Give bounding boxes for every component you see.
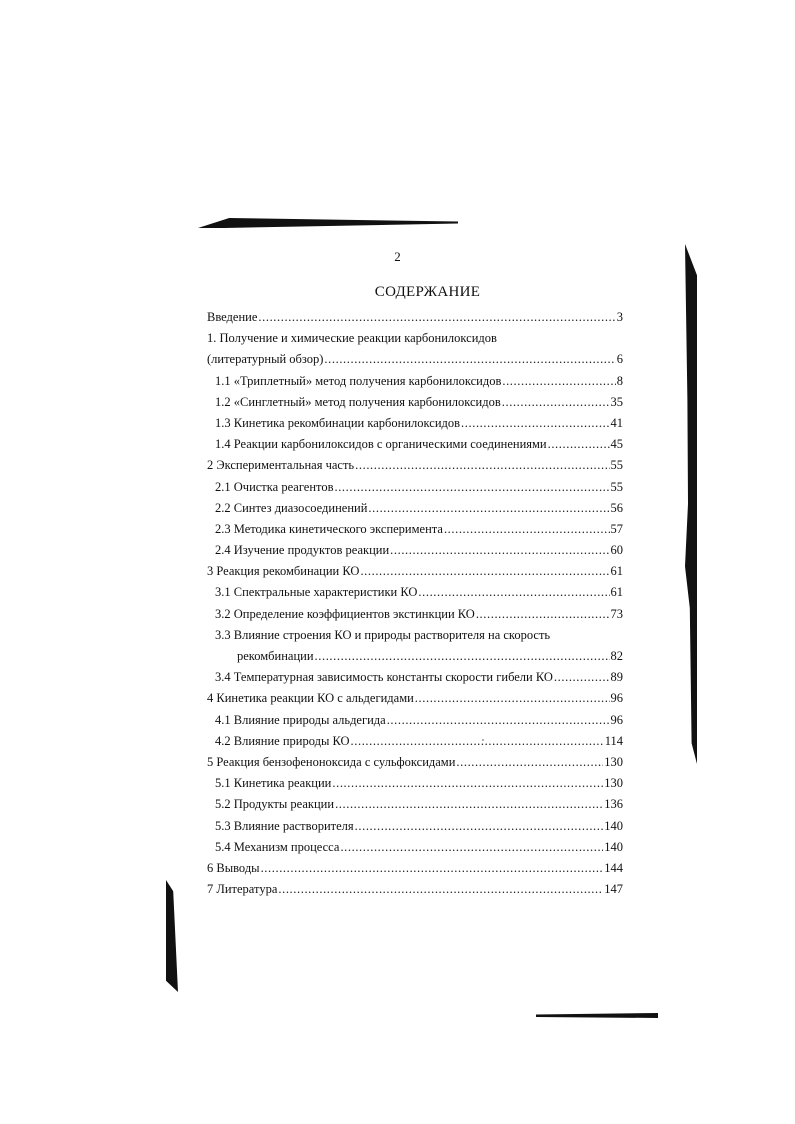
toc-entry [207,752,623,773]
toc-entry [207,561,623,582]
toc-entry-title: 1.2 «Синглетный» метод получения карбонилоксидов [215,394,501,409]
toc-entry [207,646,623,667]
toc-page-number: 130 [604,754,623,769]
toc-entry [207,582,623,603]
toc-page-number: 3 [616,310,623,324]
toc-entry [207,731,623,752]
toc-entry-title: 5.4 Механизм процесса [215,839,340,854]
toc-dot-leader [476,604,610,625]
toc-entry-title: Введение [207,310,258,324]
toc-entry [207,413,623,434]
toc-entry [207,328,623,349]
toc-page-number: 35 [610,394,623,409]
toc-entry-title: 1.1 «Триплетный» метод получения карбонилоксидов [215,373,502,388]
toc-entry [207,688,623,709]
toc-entry [207,879,623,900]
toc-dot-leader [340,837,603,858]
toc-entry-title: 2.3 Методика кинетического эксперимента [215,521,443,536]
toc-page-number: 144 [604,860,623,875]
toc-dot-leader [335,794,603,815]
toc-entry-title: рекомбинации [237,649,314,663]
toc-dot-leader [258,307,615,328]
toc-page-number: 96 [610,712,623,727]
toc-entry-title: 2.1 Очистка реагентов [215,479,334,494]
toc-entry-title: 3.1 Спектральные характеристики КО [215,585,418,600]
toc-dot-leader [332,773,603,794]
toc-page-number: 82 [610,649,623,663]
toc-dot-leader [278,879,603,900]
toc-dot-leader [334,477,609,498]
toc-page-number: 55 [610,458,623,473]
toc-entry [207,667,623,688]
toc-dot-leader [324,349,615,370]
toc-entry-title: 1.4 Реакции карбонилоксидов с органическими соединениями [215,437,547,452]
toc-entry [207,498,623,519]
toc-entry-title: 2.2 Синтез диазосоединений [215,500,368,515]
page-number: 2 [394,249,401,264]
toc-dot-leader [502,371,615,392]
toc-entry-title: 3.2 Определение коэффициентов экстинкции КО [215,606,475,621]
toc-dot-leader [355,455,609,476]
toc-entry [207,816,623,837]
toc-dot-leader [502,392,610,413]
toc-entry-title: 5.1 Кинетика реакции [215,776,332,791]
toc-dot-leader [261,858,604,879]
toc-entry [207,625,623,646]
toc-dot-leader [444,519,610,540]
toc-entry [207,477,623,498]
toc-page-number: 60 [610,543,623,558]
toc-entry-title: 7 Литература [207,882,278,897]
toc-page-number: 56 [610,500,623,515]
toc-entry [207,710,623,731]
toc-entry [207,794,623,815]
toc-entry-title: 1. Получение и химические реакции карбонилоксидов [207,331,497,346]
toc-page-number: 6 [616,352,623,367]
toc-dot-leader [548,434,610,455]
toc-entry-title: 1.3 Кинетика рекомбинации карбонилоксидов [215,415,461,430]
toc-page-number: 89 [610,670,623,685]
toc-entry-title: 5 Реакция бензофеноноксида с сульфоксидами [207,754,456,769]
toc-dot-leader [461,413,609,434]
toc-entry [207,540,623,561]
toc-title: СОДЕРЖАНИЕ [374,284,481,300]
toc-page-number: 45 [610,437,623,452]
toc-entry-title: 2.4 Изучение продуктов реакции [215,543,390,558]
toc-dot-leader [387,710,610,731]
toc-page-number: 61 [610,585,623,600]
toc-entry-title: 5.3 Влияние растворителя [215,818,354,833]
toc-page-number: 73 [610,606,623,621]
toc-dot-leader [351,731,604,752]
toc-entry-title: 4.1 Влияние природы альдегида [215,712,386,727]
toc-page-number: 61 [610,564,623,579]
toc-page-number: 96 [610,691,623,706]
toc-entry [207,837,623,858]
toc-entry [207,392,623,413]
toc-entry-title: 6 Выводы [207,860,260,875]
toc-entry [207,519,623,540]
toc-dot-leader [315,646,610,667]
toc-page-number: 140 [604,839,623,854]
toc-entry-title: 4 Кинетика реакции КО с альдегидами [207,691,414,706]
toc-dot-leader [360,561,609,582]
toc-dot-leader [390,540,609,561]
toc-entry [207,349,623,370]
toc-entry-title: 3.3 Влияние строения КО и природы растворителя на скорость [215,627,551,642]
toc-page-number: 8 [616,373,623,388]
toc-dot-leader [418,582,609,603]
toc-entry [207,455,623,476]
toc-page-number: 130 [604,776,623,791]
toc-dot-leader [355,816,604,837]
toc-page-number: 136 [604,797,623,812]
toc-dot-leader [368,498,609,519]
toc-entry-title: 3.4 Температурная зависимость константы скорости гибели КО [215,670,553,685]
toc-dot-leader [456,752,603,773]
toc-page-number: 57 [610,521,623,536]
toc-entry-title: 4.2 Влияние природы КО [215,733,350,748]
toc-entry [207,604,623,625]
toc-page-number: 114 [604,733,623,748]
toc-entry [207,371,623,392]
toc-entry-title: 2 Экспериментальная часть [207,458,355,473]
table-of-contents [207,307,623,900]
toc-page-number: 41 [610,415,623,430]
toc-entry [207,434,623,455]
toc-entry [207,858,623,879]
toc-entry-title: 5.2 Продукты реакции [215,797,335,812]
toc-page-number: 55 [610,479,623,494]
toc-dot-leader [554,667,610,688]
toc-entry-title: (литературный обзор) [207,352,324,367]
toc-dot-leader [415,688,610,709]
toc-page-number: 140 [604,818,623,833]
toc-page-number: 147 [604,882,623,897]
toc-entry [207,773,623,794]
toc-entry-title: 3 Реакция рекомбинации КО [207,564,360,579]
toc-entry [207,307,623,328]
